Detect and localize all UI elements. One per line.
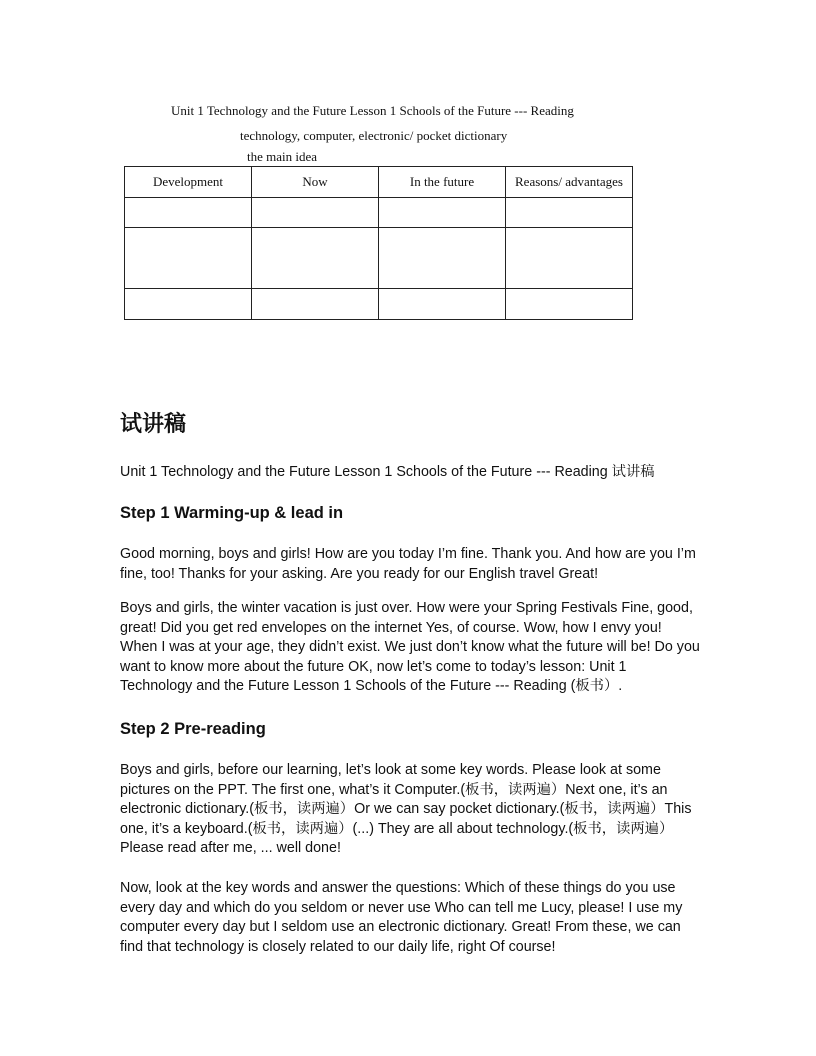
- step1-paragraph-2: Boys and girls, the winter vacation is just over. How were your Spring Festivals Fine, good, great! Did you get red envelopes on the internet Yes, of course. Wow, how I envy you! When I was at your age, they didn’t exist. We just don’t know what the future will be! Do you want to know more about the future OK, now let’s come to today’s lesson: Unit 1 Technology and the Future Lesson 1 Schools of the Future --- Reading (板书）.: [120, 600, 700, 694]
- table-header-row: [125, 167, 633, 198]
- step2-paragraph-1: Boys and girls, before our learning, let’s look at some key words. Please look at some pictures on the PPT. The first one, what’s it Computer.(板书，读两遍）Next one, it’s an electronic dictionary.(板书，读两遍）Or we can say pocket dictionary.(板书，读两遍）This one, it’s a keyboard.(板书，读两遍）(...) They are all about technology.(板书，读两遍）Please read after me, ... well done!: [120, 762, 692, 856]
- table-cell: [252, 289, 379, 320]
- table-header-now: Now: [252, 167, 379, 198]
- table-cell: [125, 228, 252, 289]
- step2-paragraph-2: Now, look at the key words and answer the questions: Which of these things do you use every day and which do you seldom or never use Who can tell me Lucy, please! I use my computer every day but I seldom use an electronic dictionary. Great! From these, we can find that technology is closely related to our daily life, right Of course!: [120, 880, 683, 955]
- worksheet-table: [124, 166, 633, 320]
- step1-paragraph-1: Good morning, boys and girls! How are you today I’m fine. Thank you. And how are you I’m fine, too! Thanks for your asking. Are you ready for our English travel Great!: [120, 546, 696, 582]
- table-cell: [379, 289, 506, 320]
- table-cell: [506, 228, 633, 289]
- worksheet-key-words: technology, computer, electronic/ pocket dictionary: [240, 128, 508, 143]
- table-row: [125, 228, 633, 289]
- table-cell: [506, 198, 633, 228]
- table-header-reasons: Reasons/ advantages: [506, 167, 633, 198]
- table-cell: [252, 198, 379, 228]
- table-cell: [379, 198, 506, 228]
- worksheet-title: Unit 1 Technology and the Future Lesson 1 Schools of the Future --- Reading: [171, 103, 574, 118]
- table-row: [125, 289, 633, 320]
- table-cell: [125, 198, 252, 228]
- table-cell: [125, 289, 252, 320]
- worksheet-main-idea: the main idea: [247, 149, 318, 164]
- table-cell: [506, 289, 633, 320]
- step2-heading: Step 2 Pre-reading: [120, 720, 266, 738]
- table-cell: [252, 228, 379, 289]
- table-header-in-the-future: In the future: [379, 167, 506, 198]
- table-row: [125, 198, 633, 228]
- draft-subtitle: Unit 1 Technology and the Future Lesson 1 Schools of the Future --- Reading 试讲稿: [120, 464, 655, 480]
- draft-heading: 试讲稿: [120, 412, 187, 437]
- table-cell: [379, 228, 506, 289]
- table-header-development: Development: [125, 167, 252, 198]
- step1-heading: Step 1 Warming-up & lead in: [120, 504, 344, 522]
